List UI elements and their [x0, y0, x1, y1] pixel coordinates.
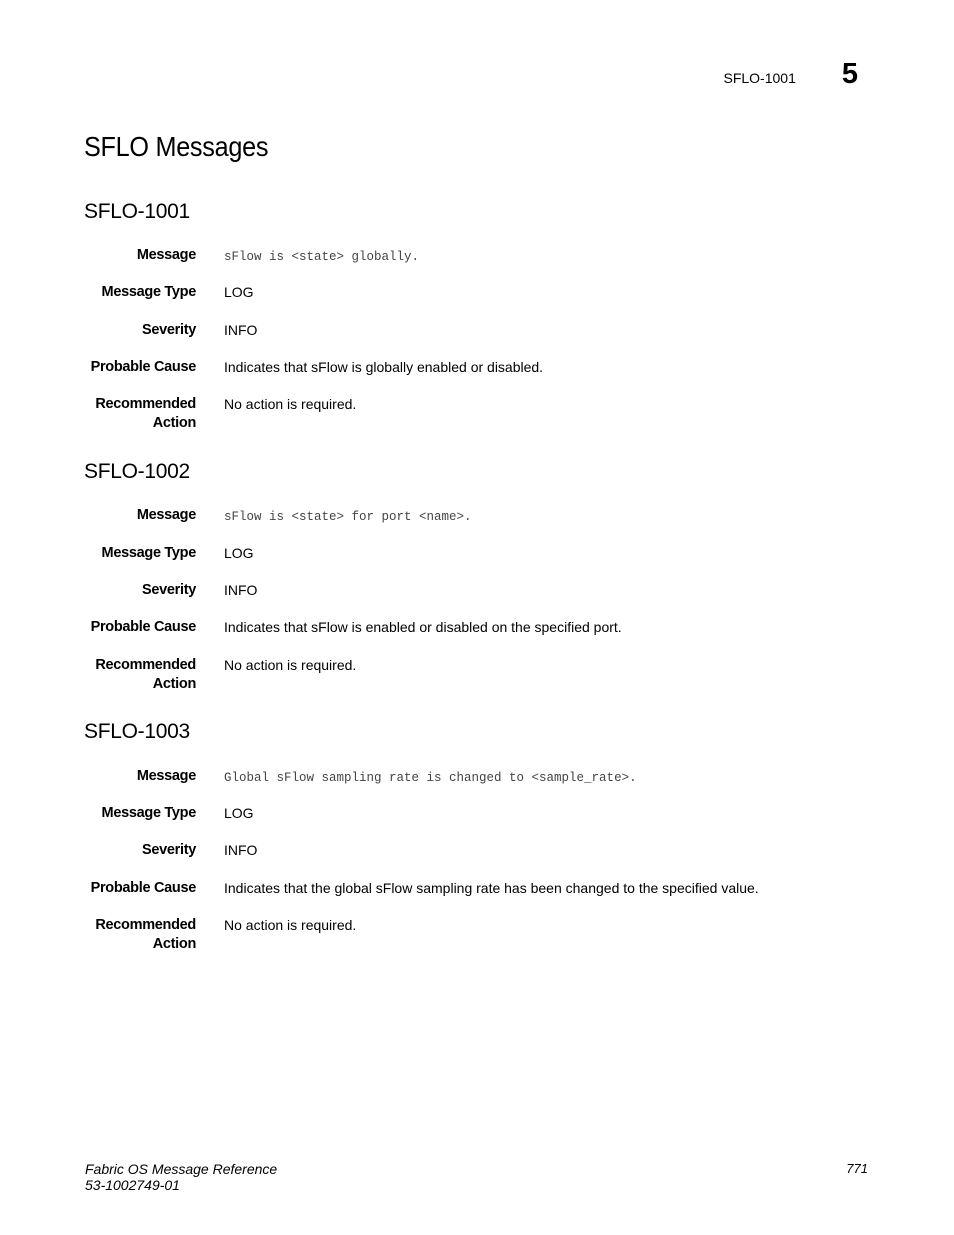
field-value-recommended-action: No action is required. — [224, 396, 357, 412]
field-value-probable-cause: Indicates that sFlow is globally enabled or disabled. — [224, 359, 544, 375]
message-id-heading: SFLO-1002 — [84, 460, 190, 483]
field-value-recommended-action: No action is required. — [224, 917, 357, 933]
field-label-recommended-action: Recommended Action — [95, 657, 196, 692]
field-label-severity: Severity — [141, 322, 196, 338]
footer-page-number: 771 — [846, 1161, 868, 1176]
field-label-recommended-action: Recommended Action — [95, 396, 196, 431]
chapter-number: 5 — [841, 58, 858, 90]
field-label-message-type: Message Type — [101, 284, 196, 300]
field-value-message-type: LOG — [224, 805, 254, 821]
footer-doc-number: 53-1002749-01 — [85, 1177, 180, 1193]
field-label-probable-cause: Probable Cause — [90, 619, 196, 635]
footer-doc-info — [85, 1161, 277, 1193]
running-header — [723, 58, 858, 91]
field-value-message-type: LOG — [224, 545, 254, 561]
field-label-severity: Severity — [141, 582, 196, 598]
field-label-message-type: Message Type — [101, 805, 196, 821]
field-label-probable-cause: Probable Cause — [90, 359, 196, 375]
field-value-severity: INFO — [224, 582, 258, 598]
field-value-probable-cause: Indicates that the global sFlow sampling rate has been changed to the specified value. — [224, 880, 759, 896]
message-id-heading: SFLO-1001 — [84, 200, 190, 223]
field-value-severity: INFO — [224, 322, 258, 338]
field-value-message-type: LOG — [224, 284, 254, 300]
field-value-probable-cause: Indicates that sFlow is enabled or disabled on the specified port. — [224, 619, 622, 635]
page-title: SFLO Messages — [84, 131, 269, 162]
field-label-probable-cause: Probable Cause — [90, 880, 196, 896]
field-value-recommended-action: No action is required. — [224, 657, 357, 673]
footer-doc-title: Fabric OS Message Reference — [85, 1161, 278, 1177]
field-label-severity: Severity — [141, 842, 196, 858]
field-label-recommended-action: Recommended Action — [95, 917, 196, 952]
field-value-message: sFlow is <state> globally. — [224, 250, 420, 264]
field-label-message: Message — [136, 768, 196, 784]
field-label-message-type: Message Type — [101, 545, 196, 561]
field-label-message: Message — [136, 247, 196, 263]
message-id-heading: SFLO-1003 — [84, 720, 190, 743]
field-value-message: Global sFlow sampling rate is changed to <sample_rate>. — [224, 771, 637, 785]
field-value-severity: INFO — [224, 842, 258, 858]
running-header-section-id: SFLO-1001 — [723, 70, 796, 86]
field-label-message: Message — [136, 507, 196, 523]
field-value-message: sFlow is <state> for port <name>. — [224, 510, 472, 524]
